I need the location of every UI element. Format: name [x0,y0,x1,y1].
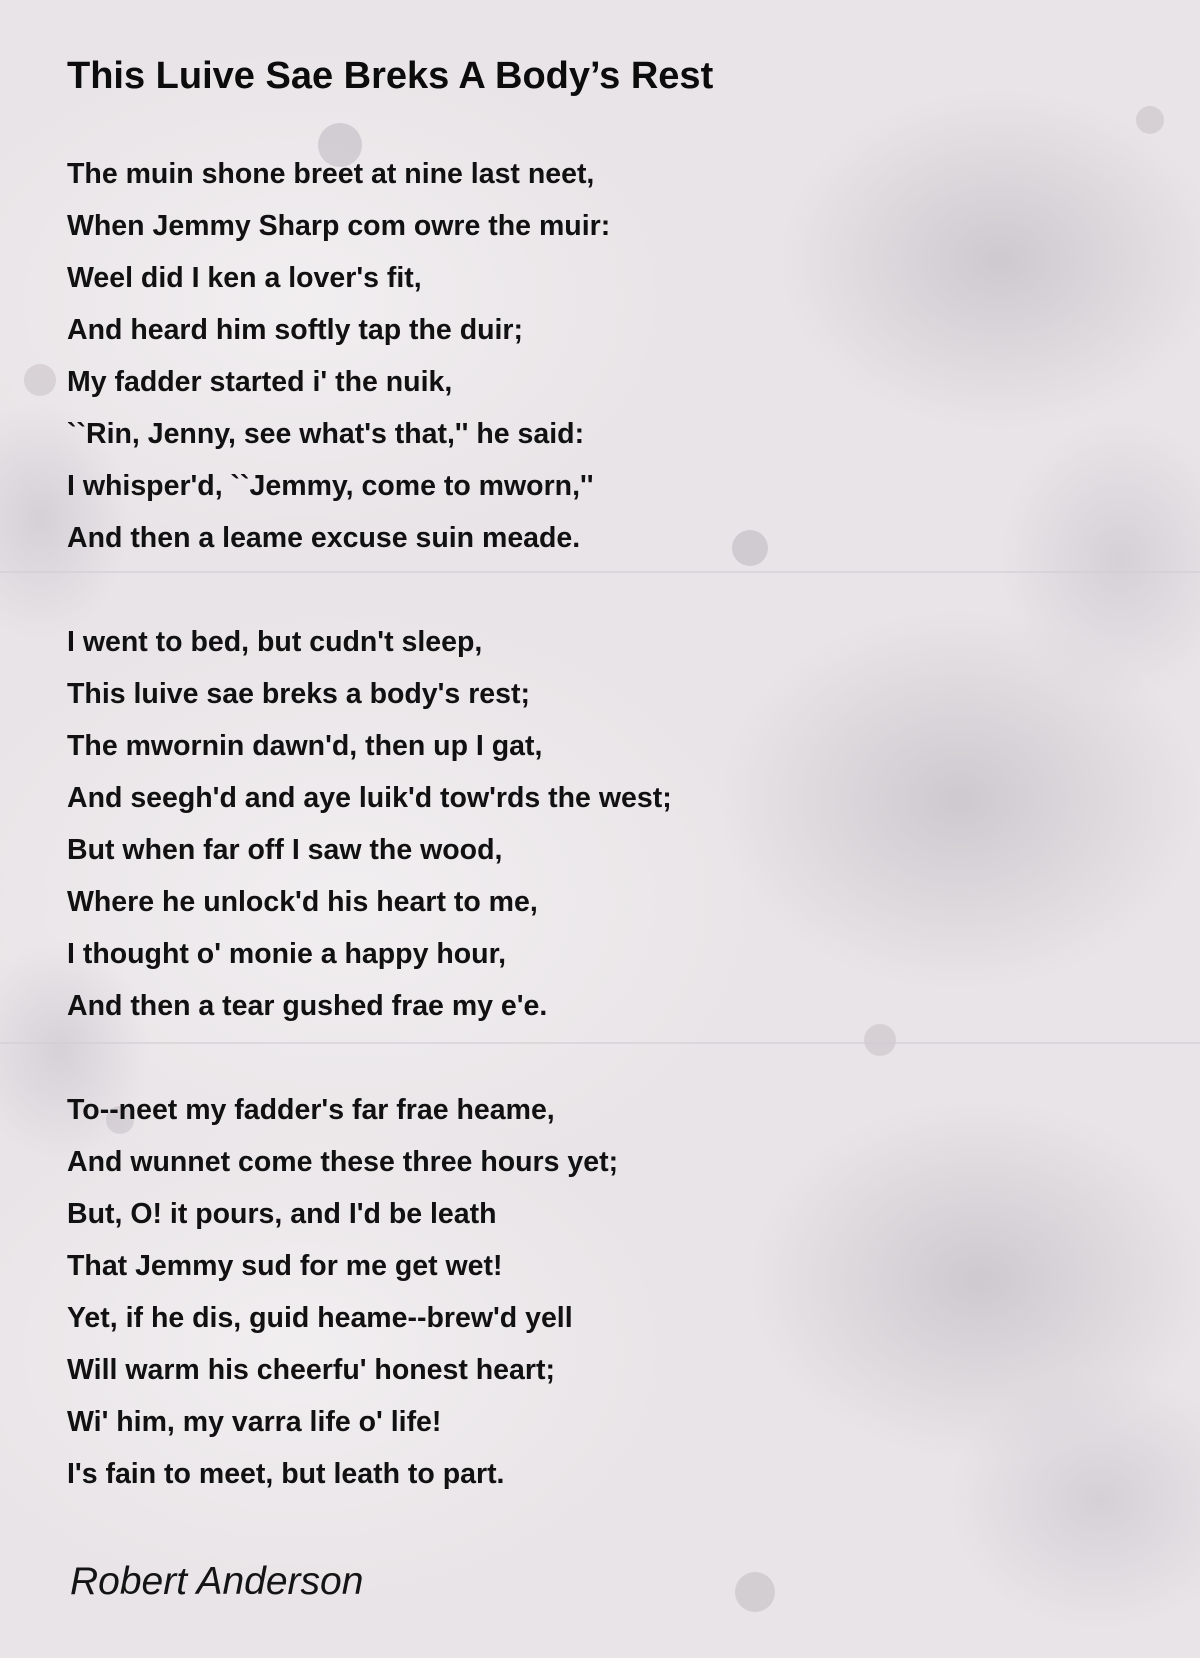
poem-line: I went to bed, but cudn't sleep, [67,626,483,658]
poem-line: This luive sae breks a body's rest; [67,678,530,710]
poem-line: And heard him softly tap the duir; [67,314,524,346]
poem-line: ``Rin, Jenny, see what's that,'' he said: [67,418,585,450]
poem-line: When Jemmy Sharp com owre the muir: [67,210,611,242]
poem-title: This Luive Sae Breks A Body’s Rest [67,55,714,97]
poem-author: Robert Anderson [70,1560,364,1603]
poem-line: The muin shone breet at nine last neet, [67,158,595,190]
poem-line: And wunnet come these three hours yet; [67,1146,619,1178]
poem-line: And then a leame excuse suin meade. [67,522,581,554]
poem-line: Yet, if he dis, guid heame--brew'd yell [67,1302,573,1334]
poem-line: My fadder started i' the nuik, [67,366,453,398]
poem-line: Will warm his cheerfu' honest heart; [67,1354,555,1386]
poem-line: Weel did I ken a lover's fit, [67,262,422,294]
poem-line: And then a tear gushed frae my e'e. [67,990,548,1022]
poem-line: Wi' him, my varra life o' life! [67,1406,442,1438]
poem-line: I's fain to meet, but leath to part. [67,1458,505,1490]
poem-line: Where he unlock'd his heart to me, [67,886,538,918]
poem-line: The mwornin dawn'd, then up I gat, [67,730,543,762]
poem-line: To--neet my fadder's far frae heame, [67,1094,555,1126]
poem-line: And seegh'd and aye luik'd tow'rds the west; [67,782,672,814]
poem-line: But when far off I saw the wood, [67,834,503,866]
poem-line: That Jemmy sud for me get wet! [67,1250,503,1282]
poem-line: But, O! it pours, and I'd be leath [67,1198,497,1230]
poem-line: I whisper'd, ``Jemmy, come to mworn,'' [67,470,594,502]
poem-line: I thought o' monie a happy hour, [67,938,507,970]
